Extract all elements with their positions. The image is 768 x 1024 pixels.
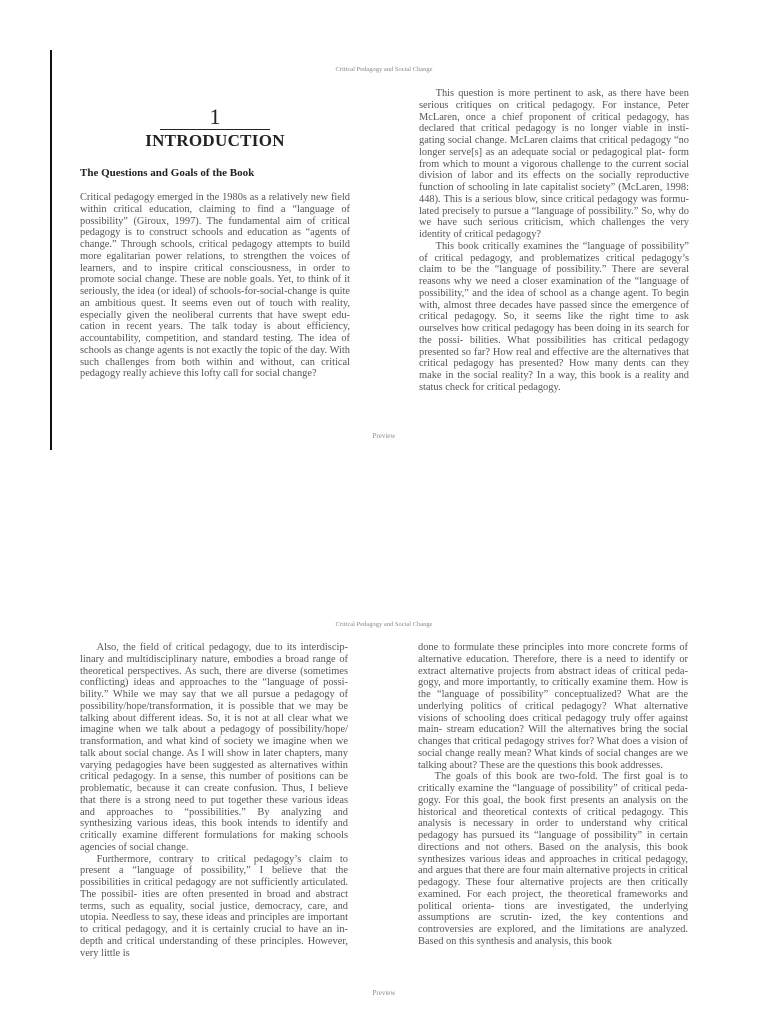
section-heading: The Questions and Goals of the Book (80, 167, 255, 179)
chapter-title-rule (160, 129, 270, 130)
running-head: Critical Pedagogy and Social Change (335, 621, 433, 628)
paragraph: This question is more pertinent to ask, as there have been serious critiques on critical pedagogy. For instance, Peter McLaren, once a chief proponent of critical pedagogy, has declared that critical pedagogy is no longer viable in insti- gating social change. McLaren claims that critical pedagogy “no longer serve[s] as an adequate social or pedagogical plat- form from which to mount a vigorous challenge to the current social division of labor and its effects on the socially reproductive function of schooling in late capitalist society” (McLaren, 1998: 448). This is a serious blow, since critical pedagogy was formu- lated precisely to pursue a “language of possibility.” So, why do we have such serious criticism, which challenges the very identity of critical pedagogy? (419, 88, 689, 240)
paragraph: The goals of this book are two-fold. The first goal is to critically examine the “language of possibility” of critical peda- gogy. For this goal, the book first presents an analysis on the historical and theoretical contexts of critical pedagogy. This analysis is necessary in order to understand why critical pedagogy has pursued its “language of possibility” in certain directions and not others. Based on the analysis, this book synthesizes various ideas and approaches in critical pedagogy, and argues that there are four main alternative projects in critical pedagogy. These four alternative projects are then critically examined. For each project, the theoretical frameworks and political orienta- tions are investigated, the underlying assumptions are scrutin- ized, the key contentions and controversies are explored, and the limitations are analyzed. Based on this synthesis and analysis, this book (418, 771, 688, 947)
chapter-title: INTRODUCTION (145, 131, 285, 150)
preview-footer: Preview (372, 989, 396, 997)
page2-right-column (418, 642, 688, 948)
margin-rule (50, 50, 52, 450)
page1-left-column (80, 192, 350, 380)
paragraph: Furthermore, contrary to critical pedagogy’s claim to present a “language of possibility,” I believe that the possibilities in critical pedagogy are not sufficiently articulated. The possibil- ities are often presented in broad and abstract terms, such as equality, social justice, democracy, care, and utopia. Needless to say, these ideas and principles are important to critical pedagogy, and it is certainly crucial to have an in-depth and critical understanding of these principles. However, very little is (80, 853, 348, 959)
paragraph: This book critically examines the “language of possibility” of critical pedagogy, and problematizes critical pedagogy’s claim to be the “language of possibility.” There are several reasons why we need a closer examination of the “language of possibility,” and the idea of school as a change agent. To begin with, almost three decades have passed since the emergence of critical pedagogy. So, it seems like the right time to ask ourselves how critical pedagogy has been doing in its search for the possi- bilities. What possibilities has critical pedagogy presented so far? How real and effective are the alternatives that critical pedagogy has presented? How many dents can they make in the social reality? In a way, this book is a reality and status check for critical pedagogy. (419, 240, 689, 393)
paragraph: done to formulate these principles into more concrete forms of alternative education. Therefore, there is a need to identify or extract alternative projects from abstract ideas of critical peda- gogy, and more importantly, to critically examine them. How is the “language of possibility” conceptualized? What are the underlying politics of critical pedagogy? What alternative visions of schooling does critical pedagogy truly offer against main- stream education? Will the alternatives bring the social changes that critical pedagogy strives for? What does a vision of social change really mean? What kinds of social changes are we talking about? These are the questions this book addresses. (418, 642, 688, 771)
paragraph: Critical pedagogy emerged in the 1980s as a relatively new field within critical education, claiming to find a “language of possibility” (Giroux, 1997). The fundamental aim of critical pedagogy is to construct schools and education as “agents of change.” Through schools, critical pedagogy attempts to build more egalitarian power relations, to strengthen the voices of learners, and to inspire critical consciousness, in order to promote social change. These are noble goals. Yet, to think of it seriously, the idea (or ideal) of schools-for-social-change is quite an ambitious quest. It seems even out of touch with reality, especially given the neoliberal currents that have swept edu- cation in recent years. The talk today is about efficiency, accountability, competition, and standard testing. The idea of schools as change agents is not exactly the topic of the day. With such challenges from both within and without, can critical pedagogy really achieve this lofty call for social change? (80, 192, 350, 380)
preview-footer: Preview (372, 432, 396, 440)
page2-left-column (80, 642, 348, 959)
running-head: Critical Pedagogy and Social Change (335, 66, 433, 73)
chapter-number: 1 (209, 104, 221, 129)
page1-right-column (419, 88, 689, 394)
paragraph: Also, the field of critical pedagogy, due to its interdiscip- linary and multidisciplinary nature, embodies a broad range of theoretical perspectives. As such, there are diverse (sometimes conflicting) ideas and approaches to the “language of possi- bility.” While we may say that we all pursue a pedagogy of possibility/hope/transformation, it is possible that we may be talking about different ideas. So, it is not at all clear what we imagine when we talk about a pedagogy of possibility/hope/ transformation, and what kind of society we imagine when we talk about social change. As I will show in later chapters, many varying pedagogies have been suggested as alternatives within critical pedagogy. In a sense, this number of positions can be problematic, because it can create confusion. Thus, I believe that there is a strong need to put together these various ideas and approaches to “possibilities.” By analyzing and synthesizing various ideas, this book intends to identify and critically examine different formulations for making schools agencies of social change. (80, 642, 348, 853)
